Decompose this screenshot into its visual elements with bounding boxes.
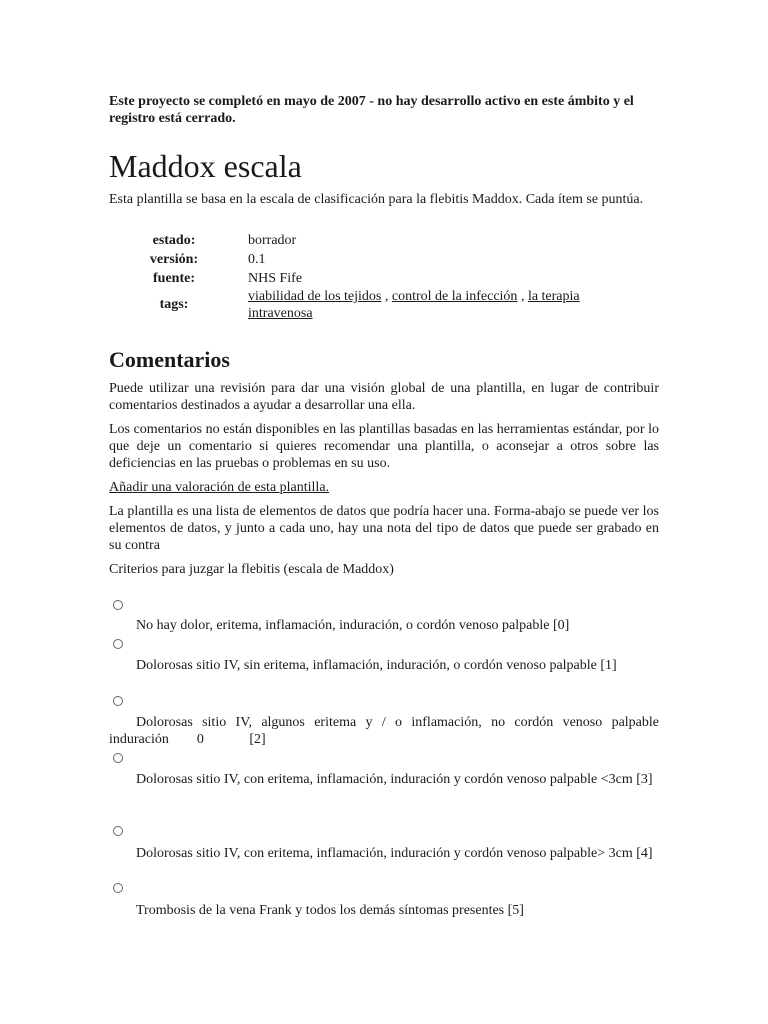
- template-explanation: La plantilla es una lista de elementos de datos que podría hacer una. Forma-abajo se puede ver los elementos de datos, y junto a cada uno, hay una nota del tipo de datos que puede ser grabado en su contra: [109, 504, 659, 553]
- comments-paragraph-1: Puede utilizar una revisión para dar una visión global de una plantilla, en lugar de contribuir comentarios destinados a ayudar a desarrollar una ella.: [109, 381, 659, 413]
- radio-option-4[interactable]: [113, 826, 123, 836]
- tag-separator: ,: [517, 289, 528, 304]
- radio-option-1[interactable]: [113, 639, 123, 649]
- project-closed-notice: Este proyecto se completó en mayo de 2007 - no hay desarrollo activo en este ámbito y el registro está cerrado.: [109, 94, 634, 126]
- option-label-2: Dolorosas sitio IV, algunos eritema y / o inflamación, no cordón venoso palpable induración 0 [2]: [109, 715, 659, 747]
- comments-heading: Comentarios: [109, 347, 230, 372]
- tag-link-infection-control[interactable]: control de la infección: [391, 289, 518, 304]
- radio-option-5[interactable]: [113, 883, 123, 893]
- metadata-table: [109, 231, 628, 322]
- option-label-0: No hay dolor, eritema, inflamación, induración, o cordón venoso palpable [0]: [136, 618, 570, 633]
- meta-row-fuente: [109, 269, 628, 288]
- estado-value: borrador: [248, 232, 297, 248]
- radio-option-2[interactable]: [113, 696, 123, 706]
- radio-option-0[interactable]: [113, 600, 123, 610]
- meta-row-estado: [109, 231, 628, 250]
- option-label-3: Dolorosas sitio IV, con eritema, inflamación, induración y cordón venoso palpable <3cm [3]: [136, 772, 653, 787]
- version-value: 0.1: [248, 251, 266, 267]
- add-rating-link[interactable]: Añadir una valoración de esta plantilla.: [109, 480, 330, 495]
- tag-link-iv-therapy[interactable]: la terapia intravenosa: [248, 289, 580, 321]
- tag-separator: ,: [381, 289, 392, 304]
- estado-label: estado:: [152, 232, 196, 248]
- radio-option-3[interactable]: [113, 753, 123, 763]
- criteria-label: Criterios para juzgar la flebitis (escala de Maddox): [109, 562, 394, 577]
- comments-paragraph-2: Los comentarios no están disponibles en las plantillas basadas en las herramientas estándar, por lo que deje un comentario si quieres recomendar una plantilla, o aconsejar a otros sobre las deficiencias en las pruebas o problemas en su uso.: [109, 422, 659, 471]
- meta-row-version: [109, 250, 628, 269]
- meta-row-tags: [109, 288, 628, 322]
- version-label: versión:: [149, 251, 199, 267]
- tags-value: [239, 288, 628, 322]
- option-label-5: Trombosis de la vena Frank y todos los demás síntomas presentes [5]: [136, 903, 524, 918]
- page-title: Maddox escala: [109, 148, 302, 184]
- tag-link-tissue-viability[interactable]: viabilidad de los tejidos: [248, 289, 382, 304]
- template-description: Esta plantilla se basa en la escala de clasificación para la flebitis Maddox. Cada ítem se puntúa.: [109, 192, 644, 207]
- option-label-4: Dolorosas sitio IV, con eritema, inflamación, induración y cordón venoso palpable> 3cm [4]: [136, 846, 653, 861]
- tags-label: tags:: [159, 297, 189, 312]
- fuente-value: NHS Fife: [248, 270, 303, 286]
- option-label-1: Dolorosas sitio IV, sin eritema, inflamación, induración, o cordón venoso palpable [1]: [136, 658, 617, 673]
- fuente-label: fuente:: [153, 270, 195, 286]
